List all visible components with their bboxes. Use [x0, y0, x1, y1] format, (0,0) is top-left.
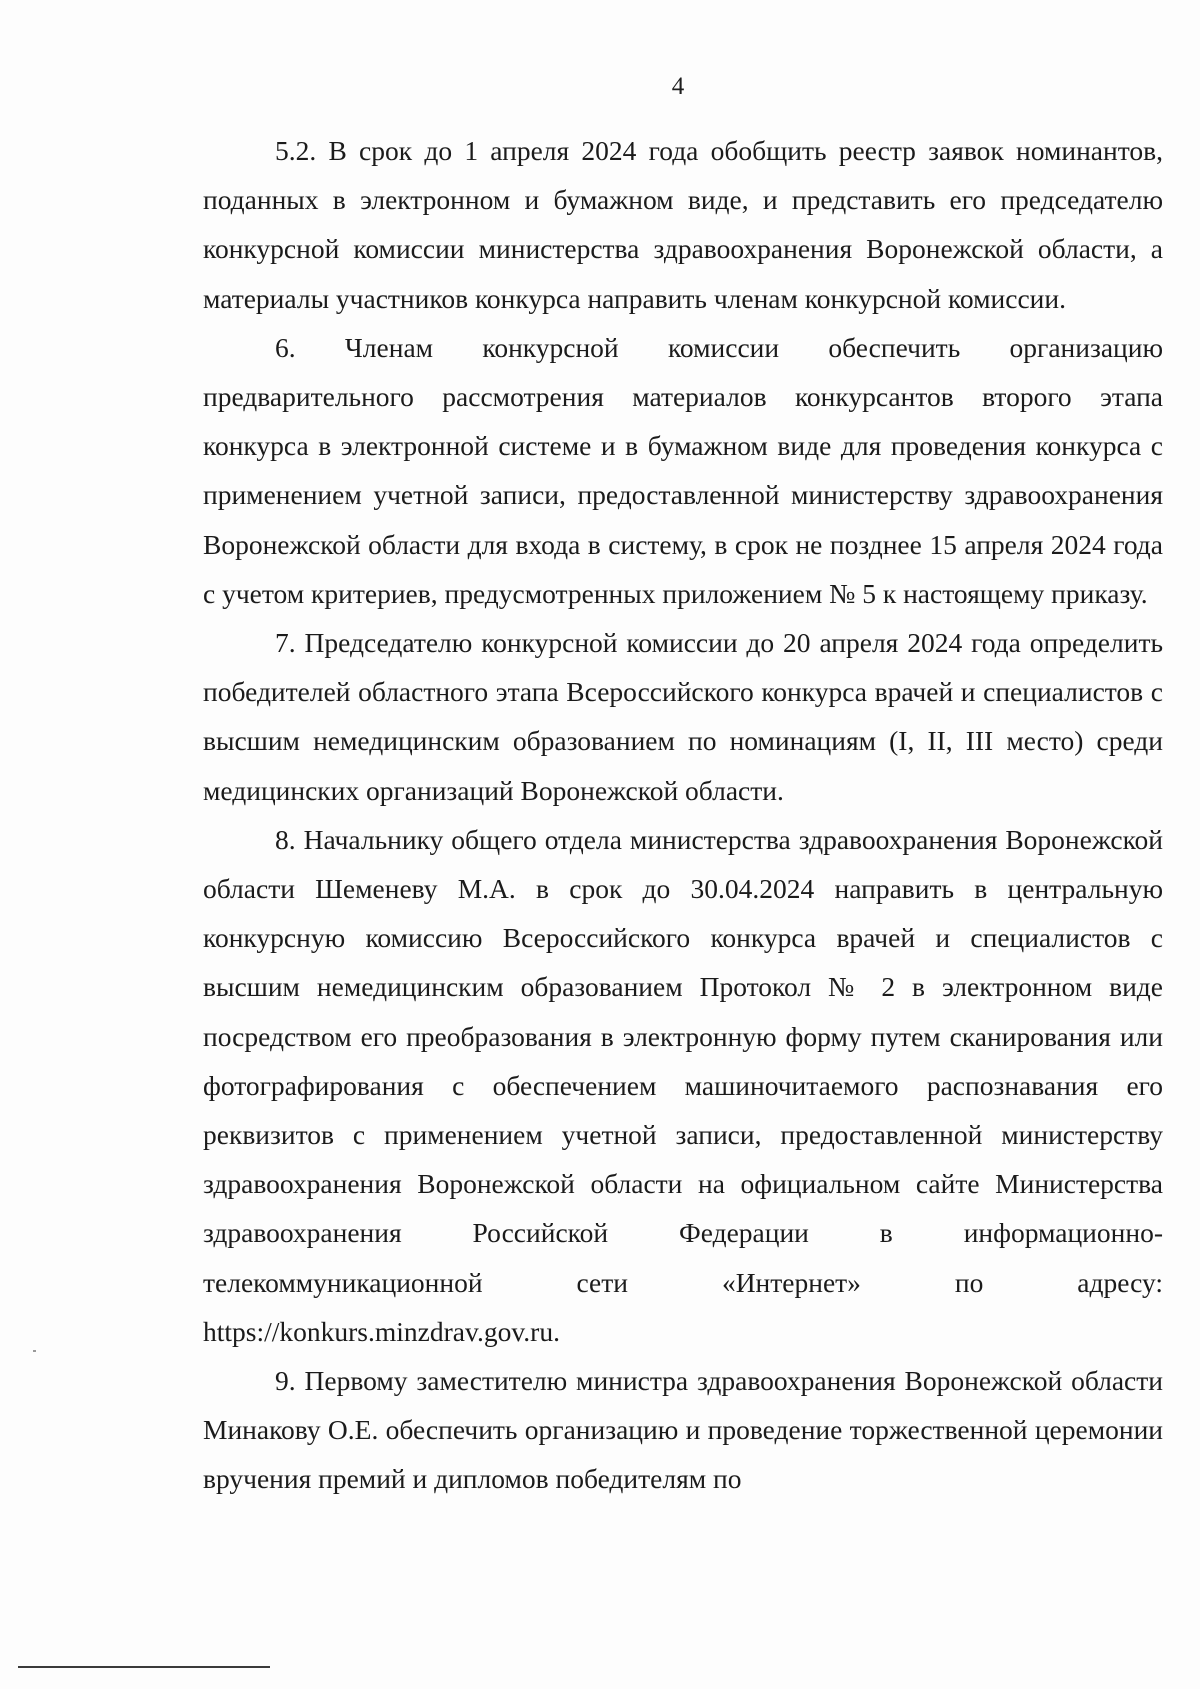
- paragraph-8: 8. Начальнику общего отдела министерства здравоохранения Воронежской области Шеменеву М.А. в срок до 30.04.2024 направить в центральную конкурсную комиссию Всероссийского конкурса врачей и специалистов с высшим немедицинским образованием Протокол № 2 в электронном виде посредством его преобразования в электронную форму путем сканирования или фотографирования с обеспечением машиночитаемого распознавания его реквизитов с применением учетной записи, предоставленной министерству здравоохранения Воронежской области на официальном сайте Министерства здравоохранения Российской Федерации в информационно-телекоммуникационной сети «Интернет» по адресу: https://konkurs.minzdrav.gov.ru.: [203, 823, 1163, 1347]
- page-number: 4: [671, 73, 685, 100]
- paragraph-6: 6. Членам конкурсной комиссии обеспечить организацию предварительного рассмотрения материалов конкурсантов второго этапа конкурса в электронной системе и в бумажном виде для проведения конкурса с применением учетной записи, предоставленной министерству здравоохранения Воронежской области для входа в систему, в срок не позднее 15 апреля 2024 года с учетом критериев, предусмотренных приложением № 5 к настоящему приказу.: [203, 331, 1163, 609]
- scan-speck: [33, 1350, 36, 1352]
- paragraph-5-2: 5.2. В срок до 1 апреля 2024 года обобщить реестр заявок номинантов, поданных в электронном и бумажном виде, и представить его председателю конкурсной комиссии министерства здравоохранения Воронежской области, а материалы участников конкурса направить членам конкурсной комиссии.: [203, 135, 1163, 314]
- footnote-rule: [18, 1666, 270, 1668]
- paragraph-9: 9. Первому заместителю министра здравоохранения Воронежской области Минакову О.Е. обеспечить организацию и проведение торжественной церемонии вручения премий и дипломов победителям по: [203, 1365, 1163, 1495]
- paragraph-7: 7. Председателю конкурсной комиссии до 20 апреля 2024 года определить победителей областного этапа Всероссийского конкурса врачей и специалистов с высшим немедицинским образованием по номинациям (I, II, III место) среди медицинских организаций Воронежской области.: [203, 627, 1163, 806]
- document-body: [203, 126, 1163, 1504]
